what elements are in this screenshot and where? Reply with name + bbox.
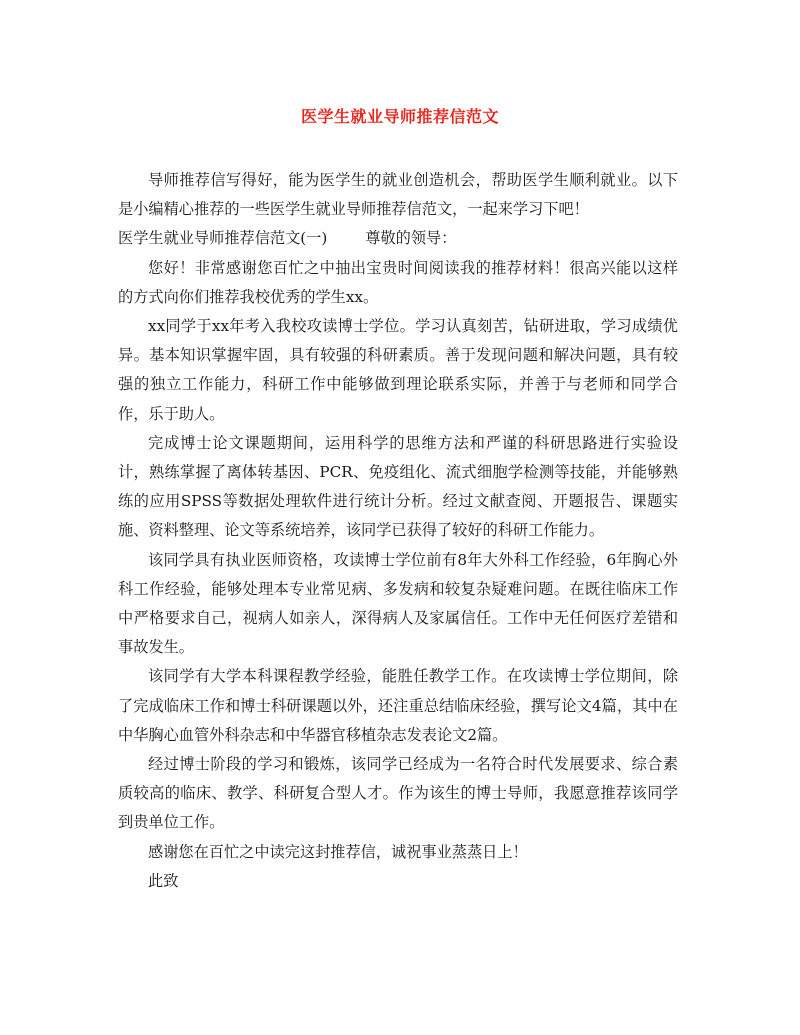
intro-paragraph: 导师推荐信写得好，能为医学生的就业创造机会，帮助医学生顺利就业。以下是小编精心推荐的一些医学生就业导师推荐信范文，一起来学习下吧！ [118, 171, 678, 219]
letter-subtitle: 医学生就业导师推荐信范文(一) [118, 229, 328, 248]
study-paragraph: xx同学于xx年考入我校攻读博士学位。学习认真刻苦，钻研进取，学习成绩优异。基本知识掌握牢固，具有较强的科研素质。善于发现问题和解决问题，具有较强的独立工作能力，科研工作中能够做到理论联系实际，并善于与老师和同学合作，乐于助人。 [118, 317, 678, 423]
document-body [118, 166, 678, 896]
clinical-paragraph: 该同学具有执业医师资格，攻读博士学位前有8年大外科工作经验，6年胸心外科工作经验，能够处理本专业常见病、多发病和较复杂疑难问题。在既往临床工作中严格要求自己，视病人如亲人，深得病人及家属信任。工作中无任何医疗差错和事故发生。 [118, 550, 678, 657]
teaching-paragraph: 该同学有大学本科课程教学经验，能胜任教学工作。在攻读博士学位期间，除了完成临床工作和博士科研课题以外，还注重总结临床经验，撰写论文4篇，其中在中华胸心血管外科杂志和中华器官移植杂志发表论文2篇。 [118, 667, 678, 744]
document-title: 医学生就业导师推荐信范文 [300, 107, 499, 126]
greeting-paragraph: 您好！非常感谢您百忙之中抽出宝贵时间阅读我的推荐材料！很高兴能以这样的方式向你们推荐我校优秀的学生xx。 [118, 258, 678, 306]
subtitle-line [118, 224, 678, 253]
research-paragraph: 完成博士论文课题期间，运用科学的思维方法和严谨的科研思路进行实验设计，熟练掌握了离体转基因、PCR、免疫组化、流式细胞学检测等技能，并能够熟练的应用SPSS等数据处理软件进行统计分析。经过文献查阅、开题报告、课题实施、资料整理、论文等系统培养，该同学已获得了较好的科研工作能力。 [118, 433, 678, 540]
summary-paragraph: 经过博士阶段的学习和锻炼，该同学已经成为一名符合时代发展要求、综合素质较高的临床、教学、科研复合型人才。作为该生的博士导师，我愿意推荐该同学到贵单位工作。 [118, 755, 678, 832]
thanks-paragraph: 感谢您在百忙之中读完这封推荐信，诚祝事业蒸蒸日上！ [148, 842, 528, 861]
salutation: 尊敬的领导： [365, 229, 457, 248]
closing-line: 此致 [148, 871, 179, 890]
